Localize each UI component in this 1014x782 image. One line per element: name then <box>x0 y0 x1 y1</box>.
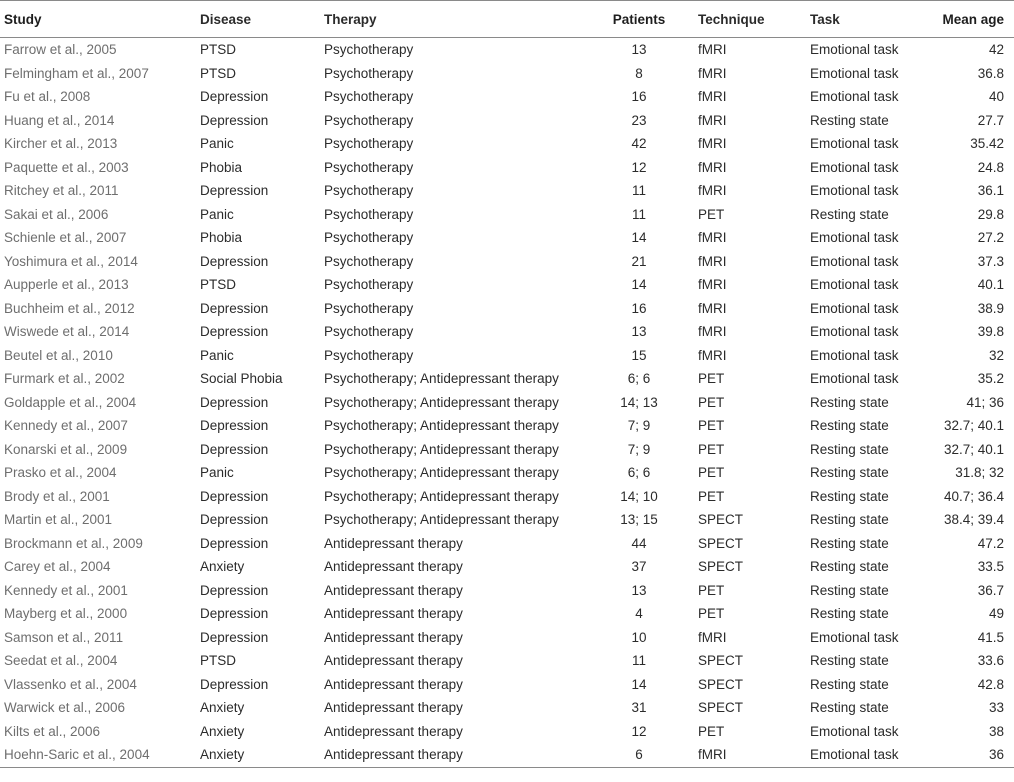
cell-therapy: Psychotherapy; Antidepressant therapy <box>324 441 559 457</box>
header-task: Task <box>810 1 936 38</box>
cell-patients: 14 <box>631 230 647 246</box>
cell-disease: Panic <box>200 206 234 222</box>
cell-mean-age: 40 <box>988 89 1004 105</box>
cell-disease: Depression <box>200 629 269 645</box>
cell-therapy: Psychotherapy <box>324 324 414 340</box>
cell-study: Martin et al., 2001 <box>4 512 113 528</box>
cell-mean-age: 36.7 <box>977 582 1004 598</box>
cell-technique: PET <box>698 465 725 481</box>
cell-therapy: Psychotherapy <box>324 206 414 222</box>
cell-patients: 13 <box>631 42 647 58</box>
cell-task: Emotional task <box>810 629 899 645</box>
cell-task: Emotional task <box>810 324 899 340</box>
table-row <box>0 743 1014 767</box>
cell-patients: 6 <box>580 743 698 767</box>
cell-study: Kilts et al., 2006 <box>4 723 101 739</box>
cell-mean-age: 36.1 <box>977 183 1004 199</box>
cell-technique: SPECT <box>698 653 744 669</box>
cell-mean-age: 38.4; 39.4 <box>943 512 1004 528</box>
cell-mean-age: 32 <box>988 347 1004 363</box>
table-row <box>0 461 1014 485</box>
table-row <box>0 85 1014 109</box>
cell-therapy: Psychotherapy <box>324 347 414 363</box>
table-row <box>0 649 1014 673</box>
cell-technique: fMRI <box>698 324 727 340</box>
cell-task: Emotional task <box>810 371 899 387</box>
cell-disease: PTSD <box>200 277 237 293</box>
table-row <box>0 414 1014 438</box>
cell-disease: Phobia <box>200 230 243 246</box>
cell-patients: 13; 15 <box>620 512 658 528</box>
table-row <box>0 132 1014 156</box>
cell-patients: 11 <box>631 206 646 222</box>
cell-mean-age: 31.8; 32 <box>955 465 1004 481</box>
table-row <box>0 508 1014 532</box>
cell-study: Sakai et al., 2006 <box>4 206 109 222</box>
cell-patients: 12 <box>631 159 647 175</box>
cell-technique: PET <box>698 206 725 222</box>
cell-mean-age: 36 <box>936 743 1014 767</box>
cell-patients: 7; 9 <box>627 441 651 457</box>
cell-study: Samson et al., 2011 <box>4 629 124 645</box>
cell-task: Resting state <box>810 488 889 504</box>
cell-disease: Anxiety <box>200 723 245 739</box>
cell-task: Resting state <box>810 700 889 716</box>
cell-study: Kircher et al., 2013 <box>4 136 118 152</box>
cell-study: Carey et al., 2004 <box>4 559 111 575</box>
cell-technique: fMRI <box>698 65 727 81</box>
cell-disease: Depression <box>200 606 269 622</box>
cell-study: Schienle et al., 2007 <box>4 230 127 246</box>
cell-therapy: Psychotherapy <box>324 112 414 128</box>
header-patients: Patients <box>580 1 698 38</box>
cell-disease: Depression <box>200 418 269 434</box>
cell-mean-age: 42.8 <box>977 676 1004 692</box>
cell-patients: 4 <box>635 606 643 622</box>
cell-mean-age: 40.1 <box>977 277 1004 293</box>
cell-therapy: Psychotherapy <box>324 277 414 293</box>
table-row <box>0 485 1014 509</box>
table-row <box>0 320 1014 344</box>
cell-patients: 14 <box>631 676 647 692</box>
cell-technique: SPECT <box>698 559 744 575</box>
cell-disease: Depression <box>200 394 269 410</box>
cell-technique: SPECT <box>698 535 744 551</box>
cell-mean-age: 32.7; 40.1 <box>943 441 1004 457</box>
cell-technique: SPECT <box>698 700 744 716</box>
cell-disease: PTSD <box>200 65 237 81</box>
cell-mean-age: 27.2 <box>977 230 1004 246</box>
cell-technique: fMRI <box>698 183 727 199</box>
table-row <box>0 438 1014 462</box>
table-header <box>0 1 1014 38</box>
cell-study: Warwick et al., 2006 <box>4 700 126 716</box>
cell-therapy: Antidepressant therapy <box>324 582 463 598</box>
cell-disease: PTSD <box>200 653 237 669</box>
cell-study: Ritchey et al., 2011 <box>4 183 119 199</box>
cell-task: Resting state <box>810 512 889 528</box>
cell-patients: 14; 10 <box>620 488 658 504</box>
cell-study: Prasko et al., 2004 <box>4 465 117 481</box>
cell-patients: 14; 13 <box>620 394 658 410</box>
cell-patients: 31 <box>631 700 647 716</box>
table-row <box>0 62 1014 86</box>
cell-patients: 23 <box>631 112 647 128</box>
cell-study: Beutel et al., 2010 <box>4 347 113 363</box>
cell-therapy: Antidepressant therapy <box>324 653 463 669</box>
cell-study: Fu et al., 2008 <box>4 89 91 105</box>
cell-technique: fMRI <box>698 277 727 293</box>
cell-mean-age: 33 <box>988 700 1004 716</box>
cell-disease: Panic <box>200 347 234 363</box>
cell-technique: fMRI <box>698 743 810 767</box>
cell-technique: PET <box>698 418 725 434</box>
table-body <box>0 38 1014 768</box>
cell-study: Seedat et al., 2004 <box>4 653 118 669</box>
cell-patients: 8 <box>635 65 643 81</box>
cell-therapy: Psychotherapy <box>324 253 414 269</box>
cell-technique: SPECT <box>698 676 744 692</box>
cell-therapy: Psychotherapy <box>324 230 414 246</box>
table-row <box>0 156 1014 180</box>
cell-therapy: Psychotherapy; Antidepressant therapy <box>324 465 559 481</box>
cell-study: Wiswede et al., 2014 <box>4 324 130 340</box>
cell-disease: Anxiety <box>200 743 324 767</box>
cell-patients: 6; 6 <box>627 465 651 481</box>
cell-mean-age: 36.8 <box>977 65 1004 81</box>
cell-mean-age: 47.2 <box>977 535 1004 551</box>
cell-mean-age: 38 <box>988 723 1004 739</box>
cell-task: Emotional task <box>810 300 899 316</box>
cell-therapy: Psychotherapy <box>324 300 414 316</box>
cell-therapy: Psychotherapy <box>324 42 414 58</box>
table-row <box>0 696 1014 720</box>
cell-disease: Depression <box>200 324 269 340</box>
cell-technique: fMRI <box>698 42 727 58</box>
cell-study: Buchheim et al., 2012 <box>4 300 135 316</box>
cell-task: Emotional task <box>810 347 899 363</box>
cell-patients: 16 <box>631 89 647 105</box>
cell-mean-age: 33.5 <box>977 559 1004 575</box>
cell-technique: PET <box>698 582 725 598</box>
cell-patients: 42 <box>631 136 647 152</box>
cell-study: Aupperle et al., 2013 <box>4 277 129 293</box>
cell-therapy: Psychotherapy; Antidepressant therapy <box>324 512 559 528</box>
cell-study: Kennedy et al., 2001 <box>4 582 128 598</box>
cell-patients: 12 <box>631 723 647 739</box>
cell-mean-age: 35.42 <box>970 136 1004 152</box>
cell-task: Emotional task <box>810 159 899 175</box>
cell-disease: Phobia <box>200 159 243 175</box>
cell-task: Emotional task <box>810 230 899 246</box>
cell-therapy: Psychotherapy; Antidepressant therapy <box>324 488 559 504</box>
cell-therapy: Psychotherapy <box>324 183 414 199</box>
cell-disease: Depression <box>200 183 269 199</box>
cell-therapy: Psychotherapy; Antidepressant therapy <box>324 418 559 434</box>
cell-patients: 11 <box>631 183 646 199</box>
cell-therapy: Antidepressant therapy <box>324 700 463 716</box>
cell-study: Paquette et al., 2003 <box>4 159 129 175</box>
table-row <box>0 109 1014 133</box>
cell-patients: 10 <box>631 629 647 645</box>
cell-mean-age: 42 <box>988 42 1004 58</box>
cell-patients: 14 <box>631 277 647 293</box>
header-mean-age: Mean age <box>936 1 1014 38</box>
header-row <box>0 1 1014 38</box>
cell-therapy: Psychotherapy <box>324 136 414 152</box>
cell-task: Resting state <box>810 606 889 622</box>
header-study: Study <box>0 1 200 38</box>
cell-disease: Anxiety <box>200 700 245 716</box>
cell-technique: PET <box>698 723 725 739</box>
cell-study: Hoehn-Saric et al., 2004 <box>0 743 200 767</box>
cell-therapy: Psychotherapy <box>324 65 414 81</box>
cell-mean-age: 40.7; 36.4 <box>943 488 1004 504</box>
cell-patients: 7; 9 <box>627 418 651 434</box>
table-row <box>0 226 1014 250</box>
cell-technique: PET <box>698 606 725 622</box>
cell-technique: fMRI <box>698 629 727 645</box>
cell-task: Emotional task <box>810 743 936 767</box>
cell-therapy: Antidepressant therapy <box>324 559 463 575</box>
cell-therapy: Antidepressant therapy <box>324 629 463 645</box>
cell-study: Farrow et al., 2005 <box>4 42 117 58</box>
table-row <box>0 720 1014 744</box>
cell-disease: Depression <box>200 582 269 598</box>
cell-disease: Depression <box>200 512 269 528</box>
cell-technique: SPECT <box>698 512 744 528</box>
cell-disease: Depression <box>200 112 269 128</box>
cell-technique: fMRI <box>698 89 727 105</box>
cell-technique: fMRI <box>698 300 727 316</box>
cell-study: Konarski et al., 2009 <box>4 441 128 457</box>
cell-patients: 13 <box>631 324 647 340</box>
cell-mean-age: 27.7 <box>977 112 1004 128</box>
table-row <box>0 555 1014 579</box>
cell-patients: 16 <box>631 300 647 316</box>
cell-task: Resting state <box>810 559 889 575</box>
cell-task: Resting state <box>810 653 889 669</box>
cell-disease: Depression <box>200 676 269 692</box>
cell-mean-age: 33.6 <box>977 653 1004 669</box>
cell-technique: fMRI <box>698 136 727 152</box>
cell-technique: fMRI <box>698 159 727 175</box>
cell-disease: Depression <box>200 535 269 551</box>
cell-disease: Depression <box>200 488 269 504</box>
cell-technique: fMRI <box>698 112 727 128</box>
cell-disease: Anxiety <box>200 559 245 575</box>
cell-mean-age: 37.3 <box>977 253 1004 269</box>
cell-technique: fMRI <box>698 253 727 269</box>
table-row <box>0 626 1014 650</box>
cell-technique: PET <box>698 371 725 387</box>
cell-patients: 21 <box>631 253 647 269</box>
cell-study: Brody et al., 2001 <box>4 488 110 504</box>
cell-mean-age: 41; 36 <box>966 394 1004 410</box>
cell-task: Emotional task <box>810 253 899 269</box>
cell-study: Yoshimura et al., 2014 <box>4 253 138 269</box>
cell-task: Resting state <box>810 441 889 457</box>
cell-mean-age: 38.9 <box>977 300 1004 316</box>
table-row <box>0 673 1014 697</box>
header-therapy: Therapy <box>324 1 580 38</box>
cell-mean-age: 29.8 <box>977 206 1004 222</box>
table-row <box>0 391 1014 415</box>
cell-patients: 6; 6 <box>627 371 651 387</box>
table-row <box>0 297 1014 321</box>
cell-therapy: Antidepressant therapy <box>324 743 580 767</box>
cell-study: Huang et al., 2014 <box>4 112 115 128</box>
cell-study: Felmingham et al., 2007 <box>4 65 149 81</box>
cell-task: Emotional task <box>810 89 899 105</box>
header-disease: Disease <box>200 1 324 38</box>
cell-patients: 11 <box>631 653 646 669</box>
cell-patients: 37 <box>631 559 647 575</box>
cell-study: Furmark et al., 2002 <box>4 371 125 387</box>
cell-study: Brockmann et al., 2009 <box>4 535 143 551</box>
cell-mean-age: 41.5 <box>977 629 1004 645</box>
cell-study: Mayberg et al., 2000 <box>4 606 128 622</box>
cell-study: Kennedy et al., 2007 <box>4 418 128 434</box>
cell-task: Emotional task <box>810 183 899 199</box>
cell-disease: Depression <box>200 441 269 457</box>
cell-technique: fMRI <box>698 347 727 363</box>
cell-task: Emotional task <box>810 277 899 293</box>
cell-task: Emotional task <box>810 723 899 739</box>
table-row <box>0 579 1014 603</box>
table-row <box>0 532 1014 556</box>
cell-mean-age: 39.8 <box>977 324 1004 340</box>
table-row <box>0 273 1014 297</box>
table-row <box>0 203 1014 227</box>
cell-therapy: Antidepressant therapy <box>324 723 463 739</box>
cell-patients: 15 <box>631 347 647 363</box>
cell-mean-age: 49 <box>988 606 1004 622</box>
cell-disease: Panic <box>200 136 234 152</box>
table-row <box>0 367 1014 391</box>
cell-disease: Depression <box>200 300 269 316</box>
cell-task: Emotional task <box>810 42 899 58</box>
cell-therapy: Psychotherapy <box>324 89 414 105</box>
cell-task: Resting state <box>810 676 889 692</box>
cell-patients: 44 <box>631 535 647 551</box>
cell-study: Vlassenko et al., 2004 <box>4 676 137 692</box>
cell-task: Resting state <box>810 582 889 598</box>
cell-therapy: Psychotherapy; Antidepressant therapy <box>324 394 559 410</box>
cell-task: Resting state <box>810 535 889 551</box>
cell-disease: Depression <box>200 253 269 269</box>
cell-task: Emotional task <box>810 136 899 152</box>
header-technique: Technique <box>698 1 810 38</box>
cell-disease: Social Phobia <box>200 371 283 387</box>
cell-therapy: Antidepressant therapy <box>324 535 463 551</box>
table-row <box>0 250 1014 274</box>
cell-disease: Panic <box>200 465 234 481</box>
cell-therapy: Psychotherapy <box>324 159 414 175</box>
cell-study: Goldapple et al., 2004 <box>4 394 137 410</box>
cell-therapy: Antidepressant therapy <box>324 676 463 692</box>
cell-technique: PET <box>698 488 725 504</box>
table-row <box>0 602 1014 626</box>
cell-mean-age: 35.2 <box>977 371 1004 387</box>
cell-disease: PTSD <box>200 42 237 58</box>
cell-therapy: Psychotherapy; Antidepressant therapy <box>324 371 559 387</box>
cell-task: Resting state <box>810 465 889 481</box>
cell-mean-age: 32.7; 40.1 <box>943 418 1004 434</box>
cell-task: Resting state <box>810 112 889 128</box>
table-row <box>0 38 1014 62</box>
cell-technique: PET <box>698 441 725 457</box>
cell-technique: PET <box>698 394 725 410</box>
table-row <box>0 344 1014 368</box>
cell-patients: 13 <box>631 582 647 598</box>
cell-task: Resting state <box>810 418 889 434</box>
cell-mean-age: 24.8 <box>977 159 1004 175</box>
cell-therapy: Antidepressant therapy <box>324 606 463 622</box>
cell-task: Emotional task <box>810 65 899 81</box>
cell-task: Resting state <box>810 394 889 410</box>
cell-disease: Depression <box>200 89 269 105</box>
cell-task: Resting state <box>810 206 889 222</box>
cell-technique: fMRI <box>698 230 727 246</box>
table-row <box>0 179 1014 203</box>
